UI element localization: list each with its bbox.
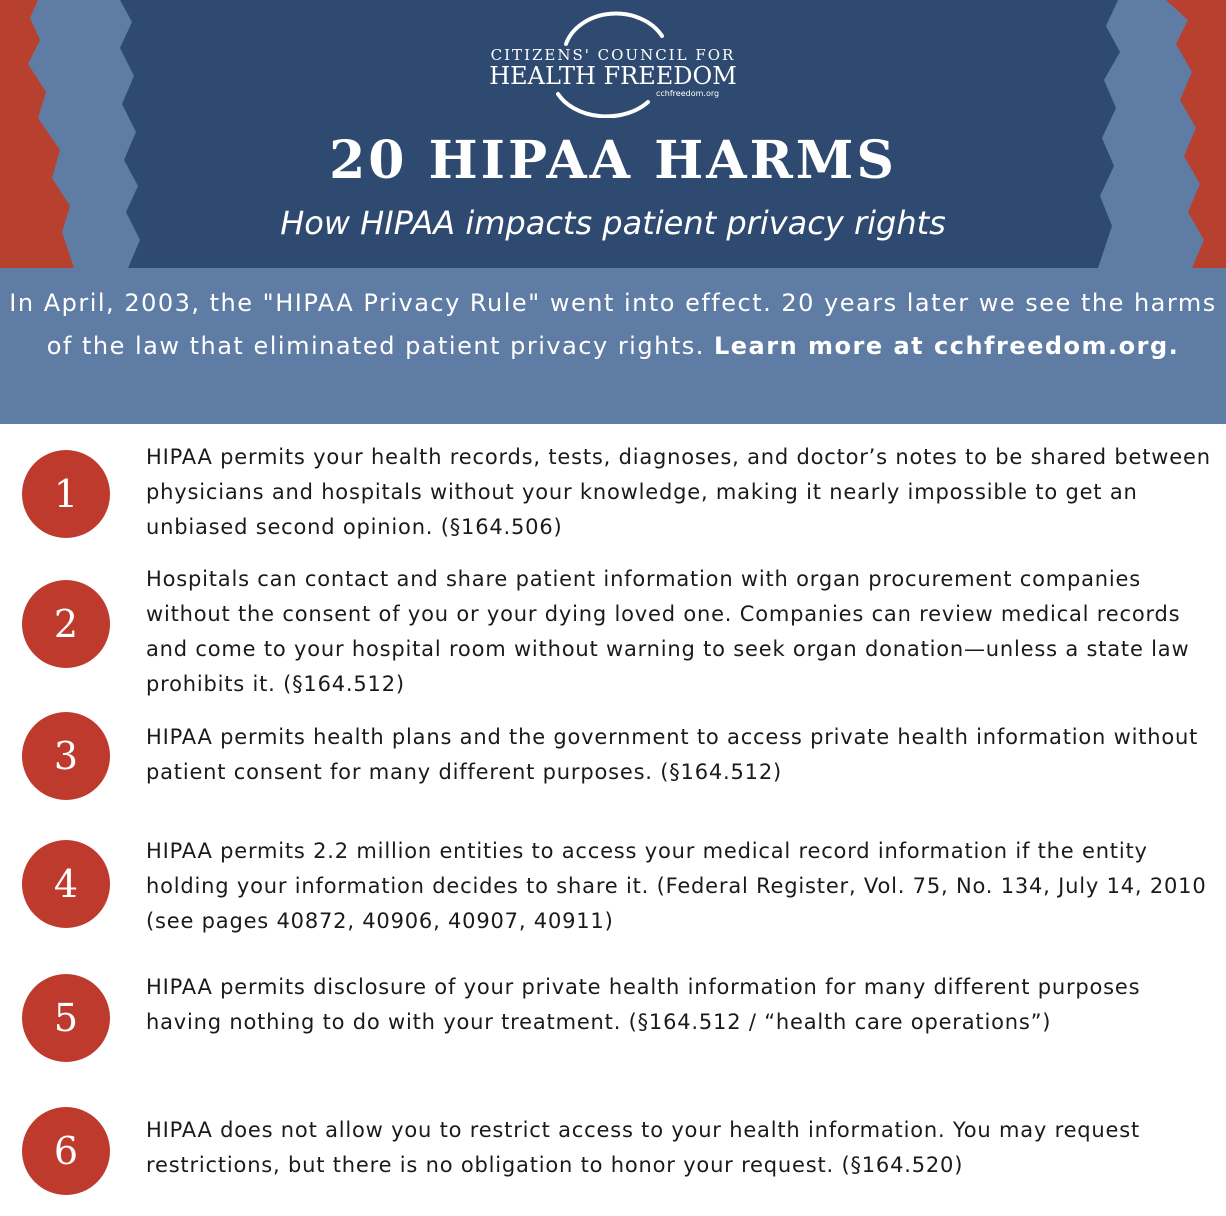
page-title: 20 HIPAA HARMS (329, 130, 897, 191)
item-text: HIPAA permits your health records, tests, diagnoses, and doctor’s notes to be shared between physicians and hospitals without your knowledge, making it nearly impossible to get an unbiased second opinion. (§164.506) (146, 445, 1211, 539)
item-text: HIPAA permits 2.2 million entities to access your medical record information if the entity holding your information decides to share it. (Federal Register, Vol. 75, No. 134, July 14, 2010 (see pages 40872, 40906, 40907, 40911) (146, 839, 1207, 933)
item-number-badge: 1 (22, 450, 110, 538)
page-subtitle: How HIPAA impacts patient privacy rights (280, 204, 946, 242)
item-number-badge: 4 (22, 840, 110, 928)
item-number-badge: 6 (22, 1107, 110, 1195)
item-text: Hospitals can contact and share patient information with organ procurement companies without the consent of you or your dying loved one. Companies can review medical records and come to your hospital room without warning to seek organ donation—unless a state law prohibits it. (§164.512) (146, 567, 1190, 696)
intro-text: In April, 2003, the "HIPAA Privacy Rule" went into effect. 20 years later we see the harms of the law that eliminated patient privacy rights. (9, 289, 1217, 360)
item-number-badge: 5 (22, 974, 110, 1062)
intro-learn-more: Learn more at cchfreedom.org. (713, 332, 1180, 360)
item-number-badge: 3 (22, 712, 110, 800)
logo-url: cchfreedom.org (656, 89, 720, 98)
item-text: HIPAA permits health plans and the government to access private health information without patient consent for many different purposes. (§164.512) (146, 725, 1199, 784)
item-text: HIPAA does not allow you to restrict access to your health information. You may request restrictions, but there is no obligation to honor your request. (§164.520) (146, 1118, 1141, 1177)
item-text: HIPAA permits disclosure of your private health information for many different purposes having nothing to do with your treatment. (§164.512 / “health care operations”) (146, 975, 1141, 1034)
intro-band (0, 268, 1226, 424)
logo-text-top: CITIZENS' COUNCIL FOR (490, 46, 736, 64)
header-banner (0, 0, 1226, 268)
cchf-logo (470, 6, 756, 118)
logo-text-main: HEALTH FREEDOM (489, 62, 737, 90)
item-number-badge: 2 (22, 580, 110, 668)
